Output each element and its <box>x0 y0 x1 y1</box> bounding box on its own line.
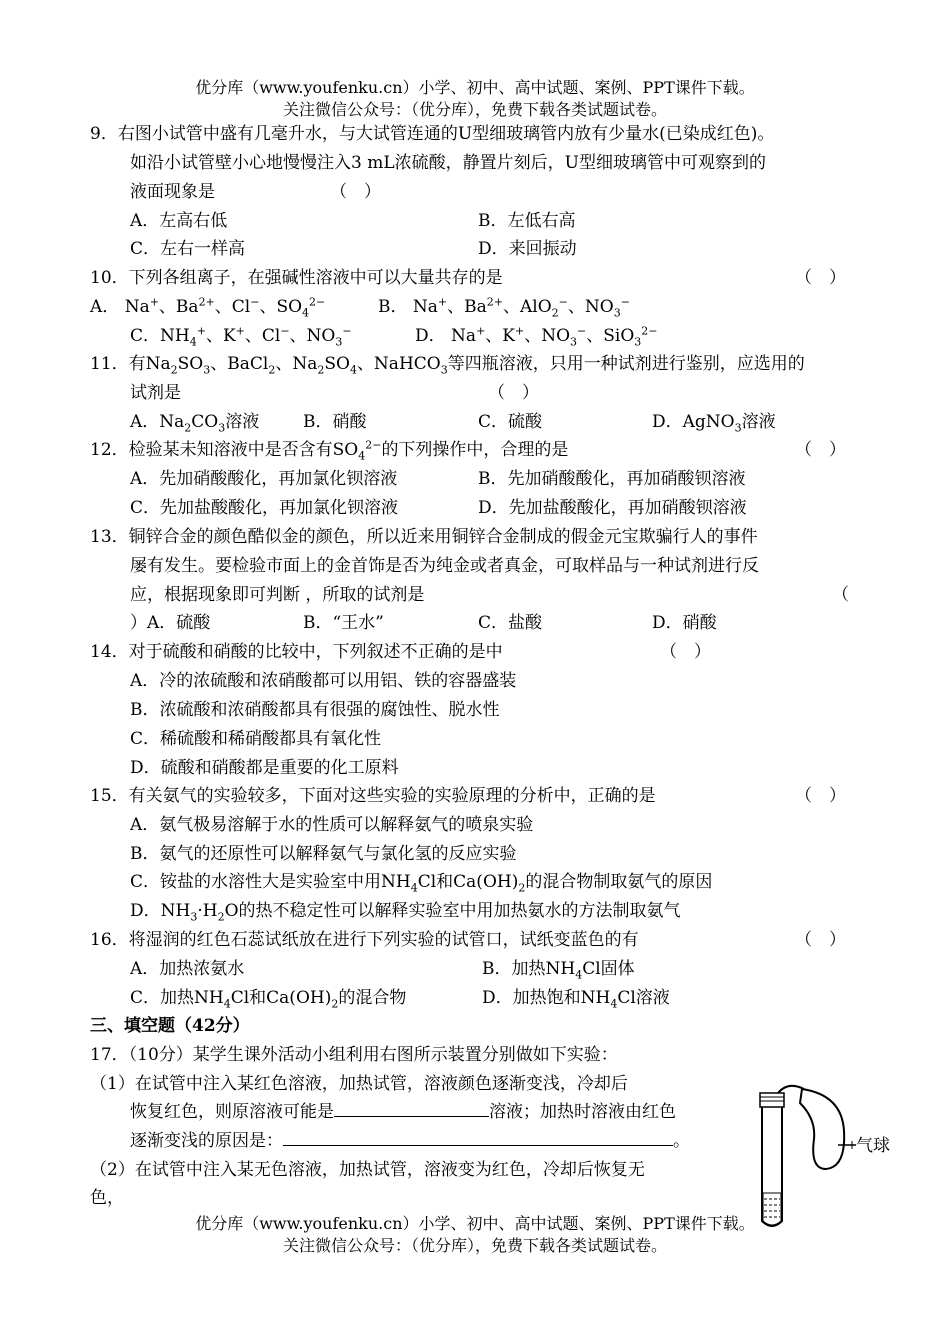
q10-option-d: D． Na+、K+、$NO_3^-$、SiO$_3^{2-}$ <box>415 324 658 349</box>
q12-answer-paren: （ ） <box>795 440 846 460</box>
q12-stem: 12．检验某未知溶液中是否含有$SO_4^{2-}$的下列操作中，合理的是 <box>90 438 569 463</box>
q13-option-c: C．盐酸 <box>478 613 543 633</box>
q13-line-1: 13．铜锌合金的颜色酷似金的颜色，所以近来用铜锌合金制成的假金元宝欺骗行人的事件 <box>90 527 758 547</box>
footer-line-2: 关注微信公众号：（优分库），免费下载各类试题试卷。 <box>282 1236 667 1255</box>
q14-option-c: C．稀硫酸和稀硝酸都具有氧化性 <box>130 729 382 749</box>
q17-part2-line-1: （2）在试管中注入某无色溶液，加热试管，溶液变为红色，冷却后恢复无 <box>90 1160 645 1180</box>
q11-option-a: A．$Na_2CO_3$溶液 <box>130 412 260 435</box>
q11-answer-paren: （ ） <box>488 383 539 403</box>
footer-line-1: 优分库（www.youfenku.cn）小学、初中、高中试题、案例、PPT课件下载。 <box>195 1214 755 1233</box>
q9-option-d: D．来回振动 <box>478 239 577 259</box>
q10-answer-paren: （ ） <box>795 268 846 288</box>
q13-paren-open: （ <box>832 585 849 605</box>
q13-line-2: 屡有发生。要检验市面上的金首饰是否为纯金或者真金，可取样品与一种试剂进行反 <box>130 556 759 576</box>
q17-answer-blank-2[interactable] <box>283 1129 673 1146</box>
test-tube-balloon-icon <box>752 1083 912 1233</box>
q9-line-3: 液面现象是 <box>130 182 215 202</box>
q14-option-d: D．硫酸和硝酸都是重要的化工原料 <box>130 758 399 778</box>
q9-line-2: 如沿小试管壁小心地慢慢注入3 mL浓硫酸，静置片刻后，U型细玻璃管中可观察到的 <box>130 153 766 173</box>
q9-answer-paren: （ ） <box>330 182 381 202</box>
q13-option-d: D．硝酸 <box>652 613 717 633</box>
q16-option-c: C．加热$NH_4Cl$和$Ca(OH)_2$的混合物 <box>130 988 407 1011</box>
q15-option-b: B．氨气的还原性可以解释氨气与氯化氢的反应实验 <box>130 844 517 864</box>
q14-option-b: B．浓硫酸和浓硝酸都具有很强的腐蚀性、脱水性 <box>130 700 500 720</box>
q16-option-d: D．加热饱和$NH_4Cl$溶液 <box>482 988 670 1011</box>
q17-part1-line-3: 逐渐变浅的原因是： 。 <box>130 1131 690 1151</box>
q16-option-b: B．加热$NH_4Cl$固体 <box>482 959 635 982</box>
q9-option-b: B．左低右高 <box>478 211 576 231</box>
q16-stem: 16．将湿润的红色石蕊试纸放在进行下列实验的试管口，试纸变蓝色的有 <box>90 930 639 950</box>
q10-option-b: B． Na+、$Ba^{2+}$、AlO$_2$−、$NO_3^-$ <box>378 295 630 320</box>
q9-option-c: C．左右一样高 <box>130 239 246 259</box>
q15-option-a: A．氨气极易溶解于水的性质可以解释氨气的喷泉实验 <box>130 815 534 835</box>
q15-option-d: D．$NH_3\cdot H_2O$的热不稳定性可以解释实验室中用加热氨水的方法制取氨气 <box>130 901 681 924</box>
q15-stem: 15．有关氨气的实验较多，下面对这些实验的实验原理的分析中，正确的是 <box>90 786 656 806</box>
header-line-1: 优分库（www.youfenku.cn）小学、初中、高中试题、案例、PPT课件下载。 <box>195 78 755 97</box>
q17-part2-line-2: 色， <box>90 1188 124 1208</box>
q12-option-c: C．先加盐酸酸化，再加氯化钡溶液 <box>130 498 399 518</box>
q15-option-c: C．铵盐的水溶性大是实验室中用$NH_4Cl$和$Ca(OH)_2$的混合物制取氨气的原因 <box>130 872 713 895</box>
q14-stem: 14．对于硫酸和硝酸的比较中，下列叙述不正确的是中 <box>90 642 503 662</box>
apparatus-figure <box>752 1083 912 1233</box>
q11-option-c: C．硫酸 <box>478 412 543 432</box>
q9-option-a: A．左高右低 <box>130 211 228 231</box>
q11-option-d: D．AgNO$_3$溶液 <box>652 412 776 435</box>
q15-answer-paren: （ ） <box>795 786 846 806</box>
q12-option-b: B．先加硝酸酸化，再加硝酸钡溶液 <box>478 469 746 489</box>
q12-option-d: D．先加盐酸酸化，再加硝酸钡溶液 <box>478 498 747 518</box>
q11-line-1: 11．有$Na_2SO_3$、BaCl$_2$、$Na_2SO_4$、NaHCO$_3$等四瓶溶液，只用一种试剂进行鉴别，应选用的 <box>90 354 805 377</box>
q13-option-b: B．“王水” <box>303 613 384 633</box>
q11-option-b: B．硝酸 <box>303 412 367 432</box>
q13-option-a: ）A．硫酸 <box>130 613 211 633</box>
q10-option-a: A． Na+、$Ba^{2+}$、Cl−、$SO_4^{2-}$ <box>90 295 326 320</box>
q9-line-1: 9．右图小试管中盛有几毫升水，与大试管连通的U型细玻璃管内放有少量水(已染成红色)。 <box>90 124 775 144</box>
q14-option-a: A．冷的浓硫酸和浓硝酸都可以用铝、铁的容器盛装 <box>130 671 517 691</box>
q10-option-c: C．$NH_4^+$、K+、Cl−、$NO_3^-$ <box>130 324 352 349</box>
header-line-2: 关注微信公众号：（优分库），免费下载各类试题试卷。 <box>282 100 667 119</box>
q11-line-2: 试剂是 <box>130 383 181 403</box>
section-3-title: 三、填空题（42分） <box>90 1016 250 1036</box>
balloon-label: 气球 <box>856 1136 890 1156</box>
q16-option-a: A．加热浓氨水 <box>130 959 245 979</box>
q10-stem: 10．下列各组离子，在强碱性溶液中可以大量共存的是 <box>90 268 503 288</box>
q17-stem: 17．（10分）某学生课外活动小组利用右图所示装置分别做如下实验： <box>90 1045 618 1065</box>
q17-part1-line-2: 恢复红色，则原溶液可能是 溶液；加热时溶液由红色 <box>130 1102 676 1122</box>
q16-answer-paren: （ ） <box>795 930 846 950</box>
q17-part1-line-1: （1）在试管中注入某红色溶液，加热试管，溶液颜色逐渐变浅，冷却后 <box>90 1074 628 1094</box>
q17-answer-blank-1[interactable] <box>334 1100 489 1117</box>
q14-answer-paren: （ ） <box>660 642 711 662</box>
q13-line-3: 应，根据现象即可判断 ，所取的试剂是 <box>130 585 425 605</box>
q12-option-a: A．先加硝酸酸化，再加氯化钡溶液 <box>130 469 398 489</box>
